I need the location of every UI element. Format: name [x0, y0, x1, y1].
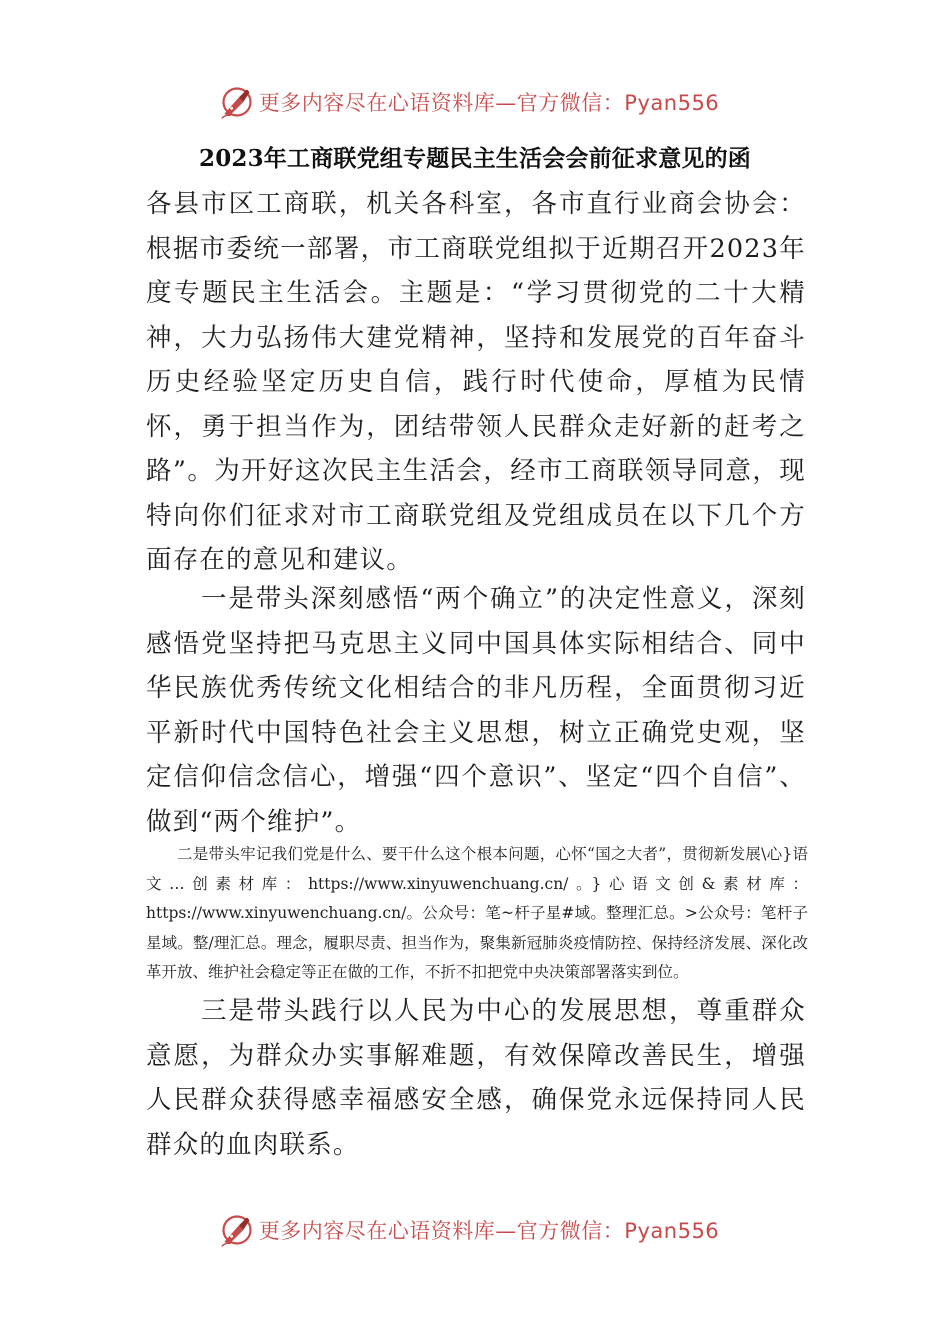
point-two-paragraph: 二是带头牢记我们党是什么、要干什么这个根本问题，心怀“国之大者”，贯彻新发展\心}语文…创素材库：https://www.xinyuwenchuang.cn/。}心语文创&素材库：https://www.xinyuwenchuang.cn/。公众号：笔~杆子星#域。整理汇总。>公众号：笔杆子星域。整/理汇总。理念，履职尽责、担当作为，聚集新冠肺炎疫情防控、保持经济发展、深化改革开放、维护社会稳定等正在做的工作，不折不扣把党中央决策部署落实到位。	[146, 845, 808, 981]
intro-paragraph: 各县市区工商联，机关各科室，各市直行业商会协会：根据市委统一部署，市工商联党组拟于近期召开2023年度专题民主生活会。主题是：“学习贯彻党的二十大精神，大力弘扬伟大建党精神，坚持和发展党的百年奋斗历史经验坚定历史自信，践行时代使命，厚植为民情怀，勇于担当作为，团结带领人民群众走好新的赶考之路”。为开好这次民主生活会，经市工商联领导同意，现特向你们征求对市工商联党组及党组成员在以下几个方面存在的意见和建议。	[146, 189, 806, 575]
document-title: 2023年工商联党组专题民主生活会会前征求意见的函	[198, 145, 751, 172]
pen-nib-logo-icon	[219, 84, 255, 120]
footer-banner	[0, 1208, 950, 1252]
pen-nib-logo-icon	[219, 1212, 255, 1248]
header-banner	[0, 80, 950, 124]
header-banner-text: 更多内容尽在心语资料库—官方微信：Pyan556	[258, 91, 720, 115]
footer-banner-text: 更多内容尽在心语资料库—官方微信：Pyan556	[258, 1219, 720, 1243]
point-three-paragraph: 三是带头践行以人民为中心的发展思想，尊重群众意愿，为群众办实事解难题，有效保障改善民生，增强人民群众获得感幸福感安全感，确保党永远保持同人民群众的血肉联系。	[146, 996, 806, 1160]
point-one-paragraph: 一是带头深刻感悟“两个确立”的决定性意义，深刻感悟党坚持把马克思主义同中国具体实际相结合、同中华民族优秀传统文化相结合的非凡历程，全面贯彻习近平新时代中国特色社会主义思想，树立正确党史观，坚定信仰信念信心，增强“四个意识”、坚定“四个自信”、做到“两个维护”。	[146, 584, 806, 837]
